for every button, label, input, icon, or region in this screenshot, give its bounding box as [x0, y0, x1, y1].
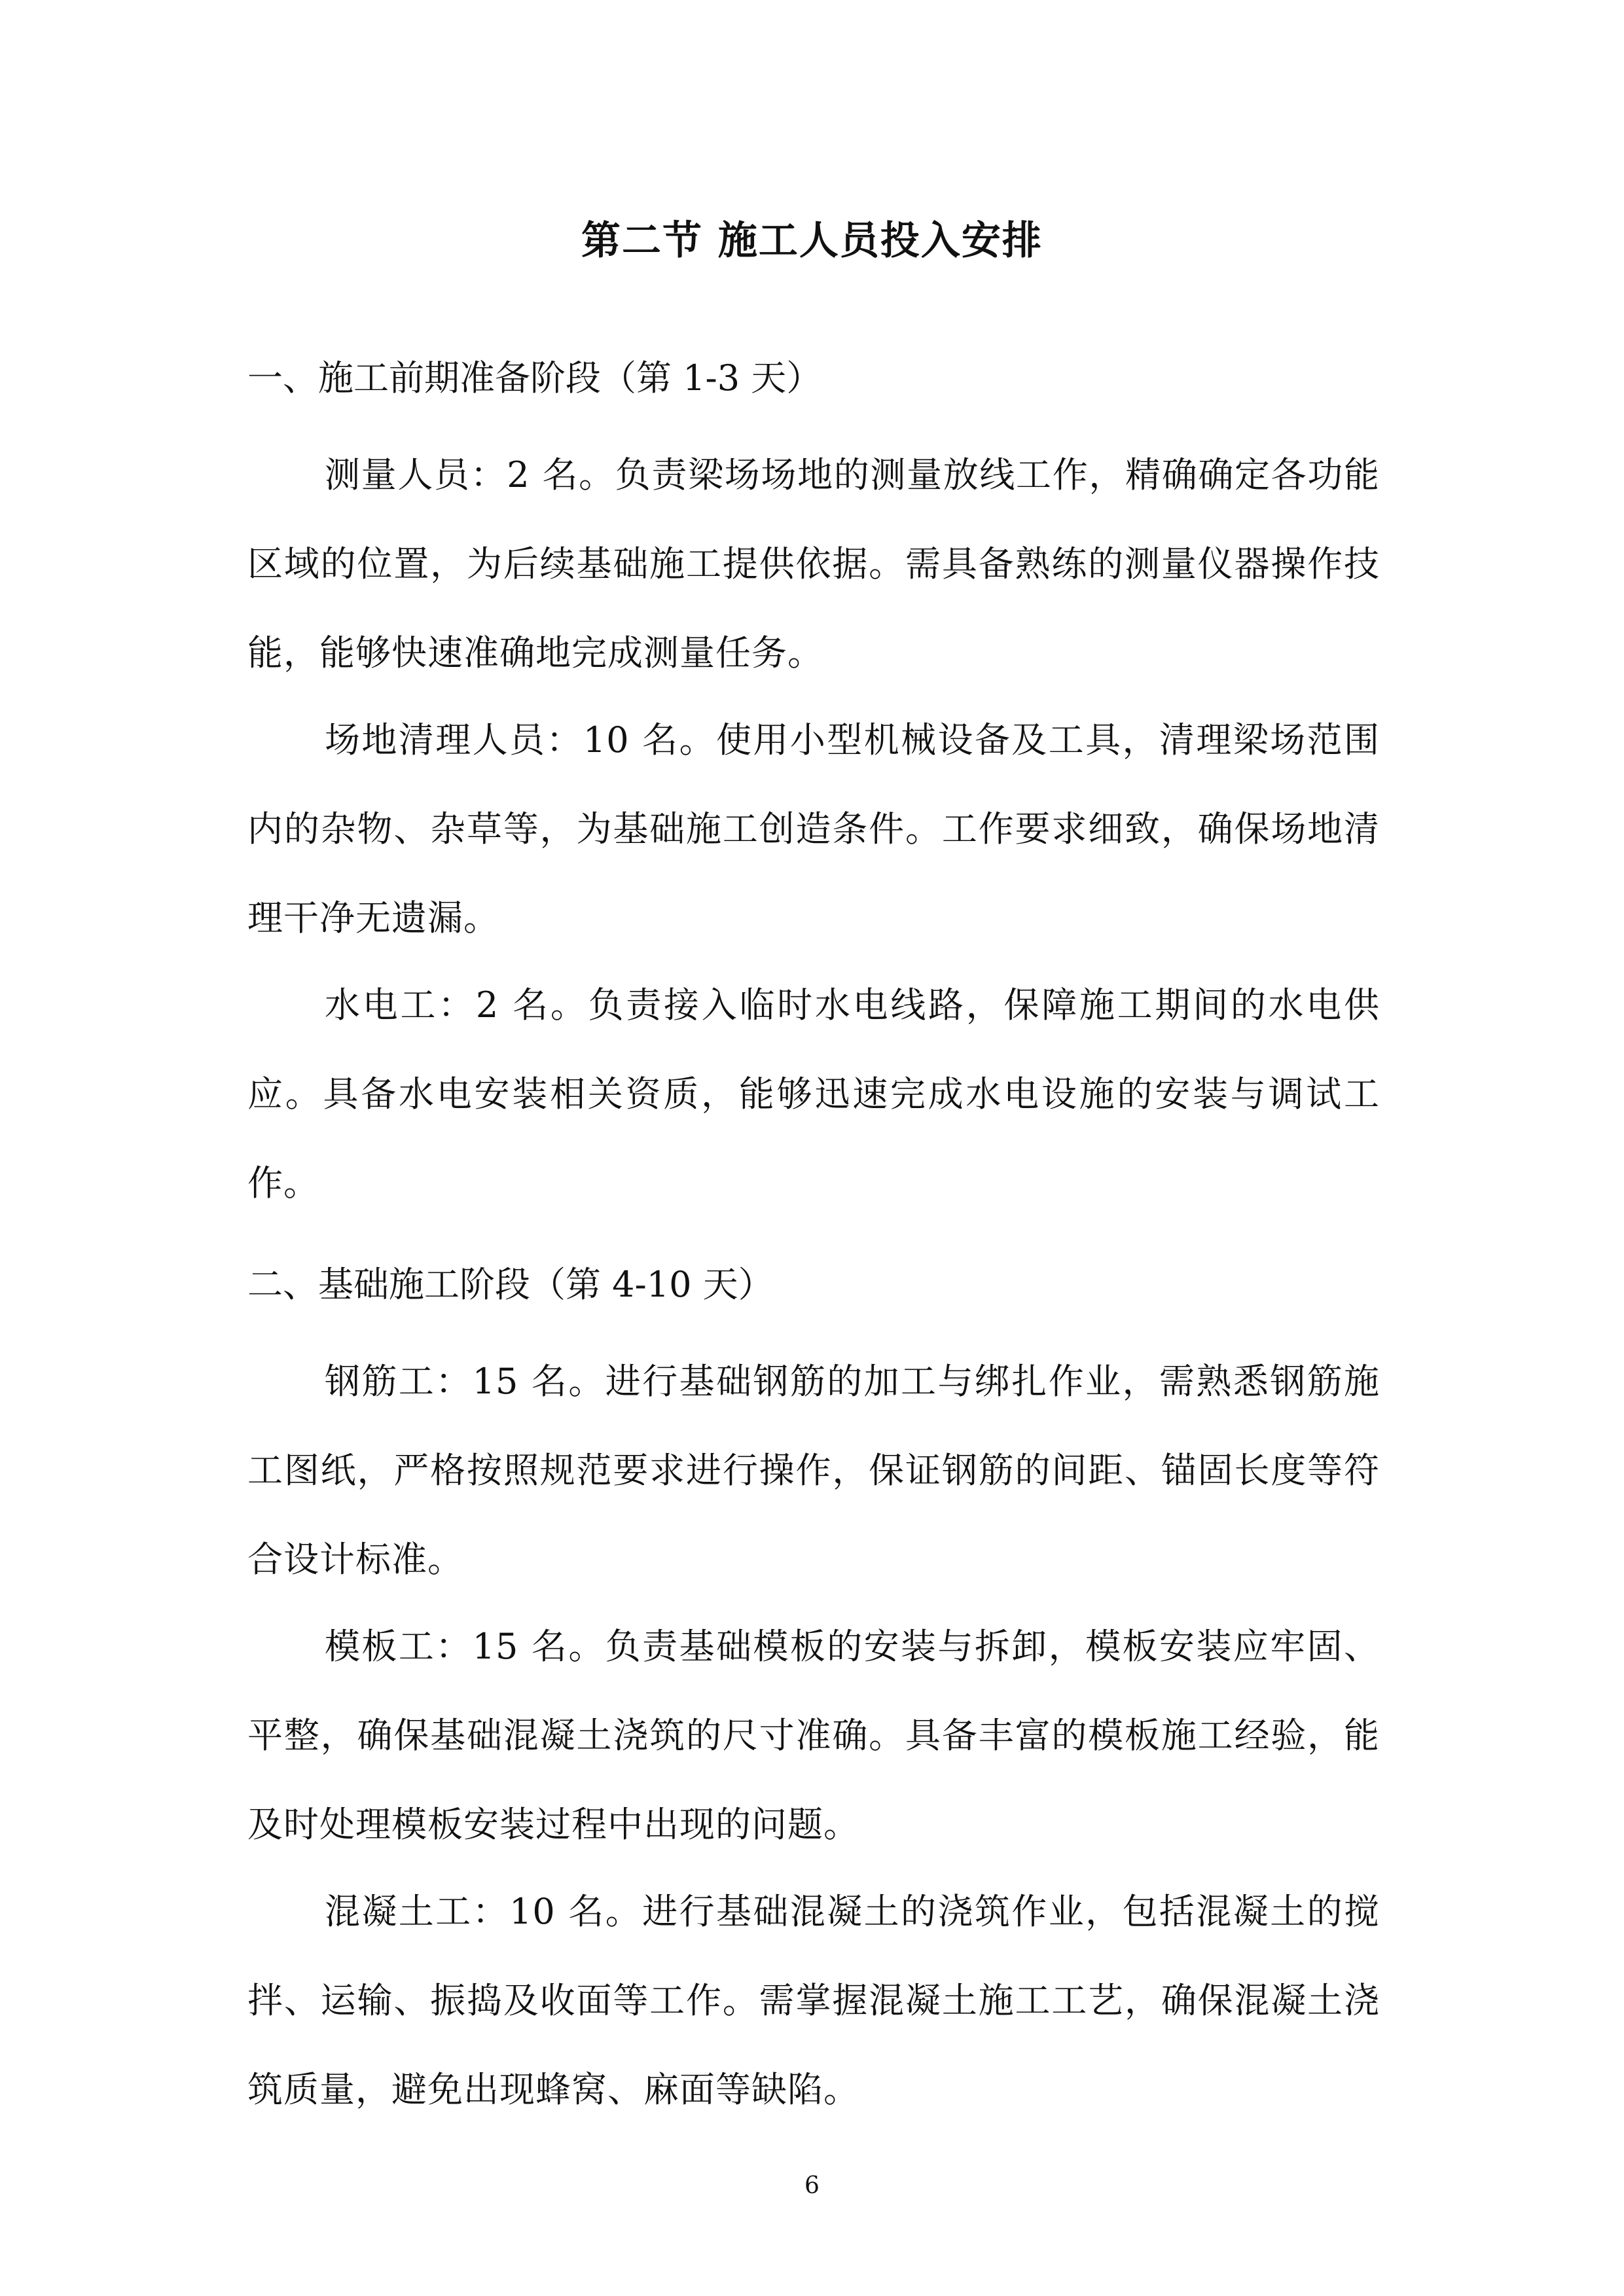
- paragraph-rebar-workers: 钢筋工：15 名。进行基础钢筋的加工与绑扎作业，需熟悉钢筋施工图纸，严格按照规范要求进行操作，保证钢筋的间距、锚固长度等符合设计标准。: [247, 1361, 1380, 1580]
- paragraph-surveyors: 测量人员：2 名。负责梁场场地的测量放线工作，精确确定各功能区域的位置，为后续基础施工提供依据。需具备熟练的测量仪器操作技能，能够快速准确地完成测量任务。: [247, 454, 1380, 673]
- paragraph-formwork-workers: 模板工：15 名。负责基础模板的安装与拆卸，模板安装应牢固、平整，确保基础混凝土浇筑的尺寸准确。具备丰富的模板施工经验，能及时处理模板安装过程中出现的问题。: [247, 1626, 1380, 1845]
- page-number: 6: [804, 2172, 820, 2199]
- paragraph-electricians: 水电工：2 名。负责接入临时水电线路，保障施工期间的水电供应。具备水电安装相关资质，能够迅速完成水电设施的安装与调试工作。: [247, 984, 1380, 1204]
- page-title: 第二节 施工人员投入安排: [581, 218, 1043, 264]
- section-heading-foundation: 二、基础施工阶段（第 4-10 天）: [247, 1264, 774, 1305]
- section-heading-preparation: 一、施工前期准备阶段（第 1-3 天）: [247, 357, 822, 399]
- paragraph-site-clearing: 场地清理人员：10 名。使用小型机械设备及工具，清理梁场范围内的杂物、杂草等，为基础施工创造条件。工作要求细致，确保场地清理干净无遗漏。: [247, 719, 1380, 939]
- paragraph-concrete-workers: 混凝土工：10 名。进行基础混凝土的浇筑作业，包括混凝土的搅拌、运输、振捣及收面等工作。需掌握混凝土施工工艺，确保混凝土浇筑质量，避免出现蜂窝、麻面等缺陷。: [247, 1891, 1380, 2110]
